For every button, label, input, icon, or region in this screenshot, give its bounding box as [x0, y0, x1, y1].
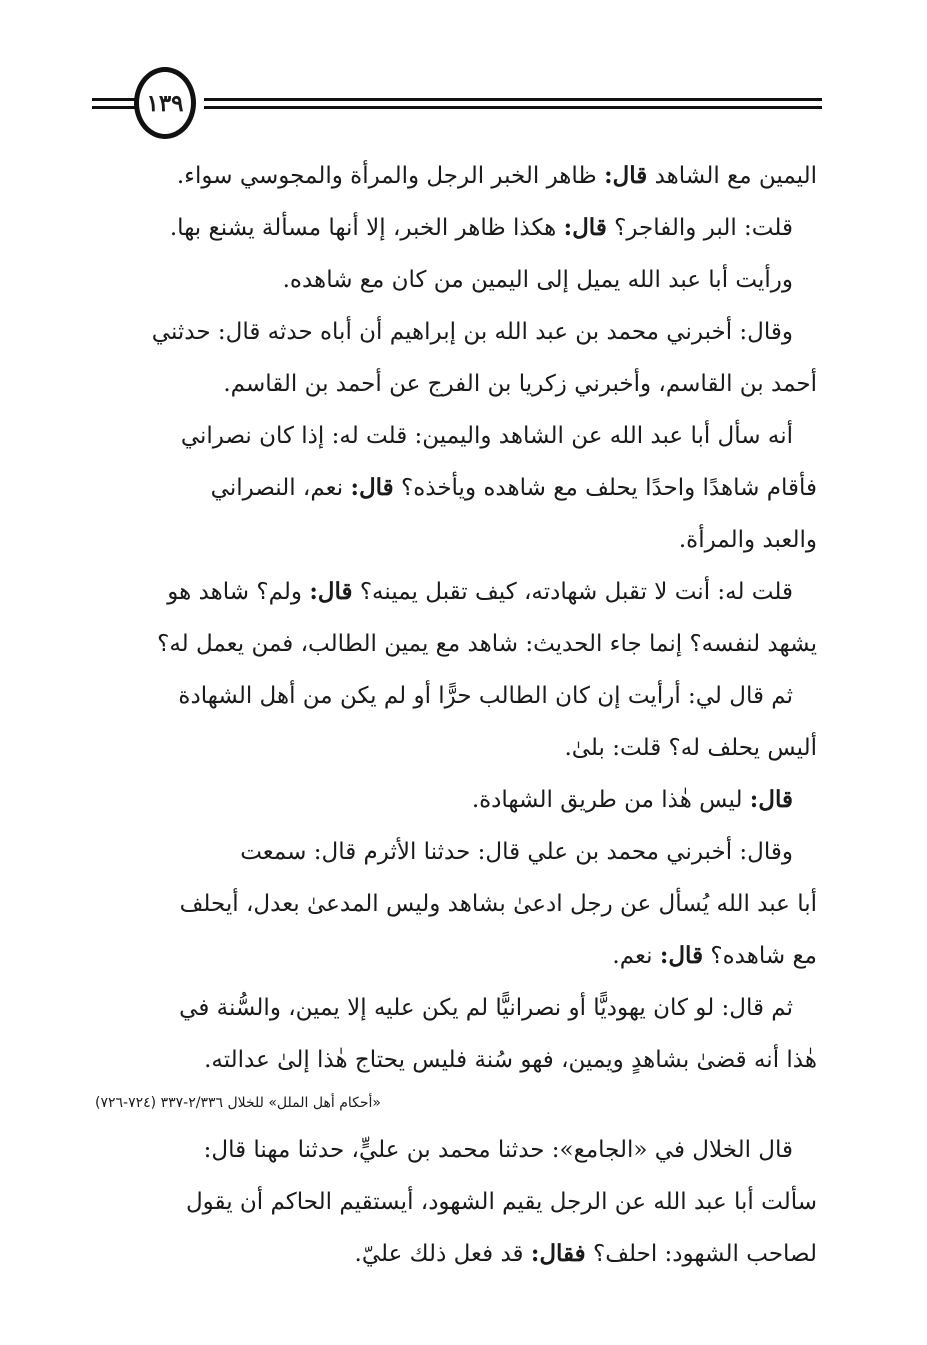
text-span: ثم قال لي: أرأيت إن كان الطالب حرًّا أو لم يكن من أهل الشهادة: [178, 683, 793, 709]
text-line: [95, 514, 817, 566]
paragraph: [95, 254, 817, 306]
text-span: يشهد لنفسه؟ إنما جاء الحديث: شاهد مع يمين الطالب، فمن يعمل له؟: [157, 631, 817, 657]
text-line: [95, 254, 817, 306]
text-span: وقال: أخبرني محمد بن عبد الله بن إبراهيم أن أباه حدثه قال: حدثني: [151, 319, 793, 345]
text-span: لصاحب الشهود: احلف؟: [585, 1241, 817, 1267]
text-span: مع شاهده؟: [703, 943, 817, 969]
text-line: [95, 1176, 817, 1228]
header-rule: [204, 98, 822, 101]
paragraph: [95, 202, 817, 254]
speaker-label: قال:: [350, 474, 394, 501]
paragraph: [95, 410, 817, 566]
text-span: قد فعل ذلك عليّ.: [354, 1241, 531, 1267]
source-reference-text: «أحكام أهل الملل» للخلال ٢/٣٣٦-٣٣٧ (٧٢٤-٧٢٦): [95, 1095, 381, 1111]
text-span: نعم، النصراني: [210, 475, 351, 501]
text-line: [95, 1124, 817, 1176]
text-span: فأقام شاهدًا واحدًا يحلف مع شاهده ويأخذه؟: [393, 475, 817, 501]
text-line: [95, 930, 817, 982]
page-number: ١٣٩: [146, 89, 184, 117]
paragraph: [95, 306, 817, 410]
text-span: سألت أبا عبد الله عن الرجل يقيم الشهود، أيستقيم الحاكم أن يقول: [185, 1189, 817, 1215]
text-span: وقال: أخبرني محمد بن علي قال: حدثنا الأثرم قال: سمعت: [240, 839, 793, 865]
paragraph: [95, 150, 817, 202]
text-line: [95, 462, 817, 514]
paragraph: [95, 826, 817, 982]
text-span: والعبد والمرأة.: [678, 527, 817, 553]
text-line: [95, 202, 817, 254]
speaker-label: قال:: [659, 942, 704, 969]
speaker-label: قال:: [604, 162, 648, 189]
text-span: هٰذا أنه قضىٰ بشاهدٍ ويمين، فهو سُنة فليس يحتاج هٰذا إلىٰ عدالته.: [204, 1047, 817, 1073]
paragraph: [95, 670, 817, 774]
text-line: [95, 306, 817, 358]
text-line: [95, 566, 817, 618]
speaker-label: قال:: [309, 578, 353, 605]
text-line: [95, 150, 817, 202]
header-rule: [204, 106, 822, 109]
text-span: ثم قال: لو كان يهوديًّا أو نصرانيًّا لم يكن عليه إلا يمين، والسُّنة في: [179, 995, 793, 1021]
text-span: هكذا ظاهر الخبر، إلا أنها مسألة يشنع بها.: [169, 215, 564, 241]
text-span: ولم؟ شاهد هو: [167, 579, 310, 605]
text-span: قلت: البر والفاجر؟: [606, 215, 793, 241]
paragraph: [95, 774, 817, 826]
text-line: [95, 826, 817, 878]
page-body: [95, 150, 817, 1280]
text-line: [95, 878, 817, 930]
speaker-label: قال:: [749, 786, 793, 813]
text-span: أحمد بن القاسم، وأخبرني زكريا بن الفرج عن أحمد بن القاسم.: [223, 371, 817, 397]
paragraph: [95, 982, 817, 1086]
text-line: [95, 358, 817, 410]
text-line: [95, 618, 817, 670]
text-line: [95, 1228, 817, 1280]
text-span: قلت له: أنت لا تقبل شهادته، كيف تقبل يمينه؟: [352, 579, 793, 605]
speaker-label: قال:: [563, 214, 607, 241]
text-line: [95, 774, 817, 826]
text-span: اليمين مع الشاهد: [647, 163, 817, 189]
text-span: ليس هٰذا من طريق الشهادة.: [471, 787, 750, 813]
text-line: [95, 722, 817, 774]
text-line: [95, 1034, 817, 1086]
source-reference: [95, 1086, 817, 1124]
text-line: [95, 982, 817, 1034]
paragraph: [95, 1124, 817, 1280]
text-span: نعم.: [612, 943, 660, 969]
text-span: قال الخلال في «الجامع»: حدثنا محمد بن عليٍّ، حدثنا مهنا قال:: [203, 1137, 793, 1163]
text-span: ظاهر الخبر الرجل والمرأة والمجوسي سواء.: [176, 163, 605, 189]
text-span: أبا عبد الله يُسأل عن رجل ادعىٰ بشاهد وليس المدعىٰ بعدل، أيحلف: [179, 891, 817, 917]
text-line: [95, 670, 817, 722]
page-number-badge: [134, 67, 196, 139]
text-span: أنه سأل أبا عبد الله عن الشاهد واليمين: قلت له: إذا كان نصراني: [180, 423, 793, 449]
paragraph: [95, 566, 817, 670]
text-span: أليس يحلف له؟ قلت: بلىٰ.: [564, 735, 817, 761]
text-line: [95, 410, 817, 462]
text-span: ورأيت أبا عبد الله يميل إلى اليمين من كان مع شاهده.: [282, 267, 793, 293]
speaker-label: فقال:: [530, 1240, 586, 1267]
page-header: [92, 64, 822, 154]
